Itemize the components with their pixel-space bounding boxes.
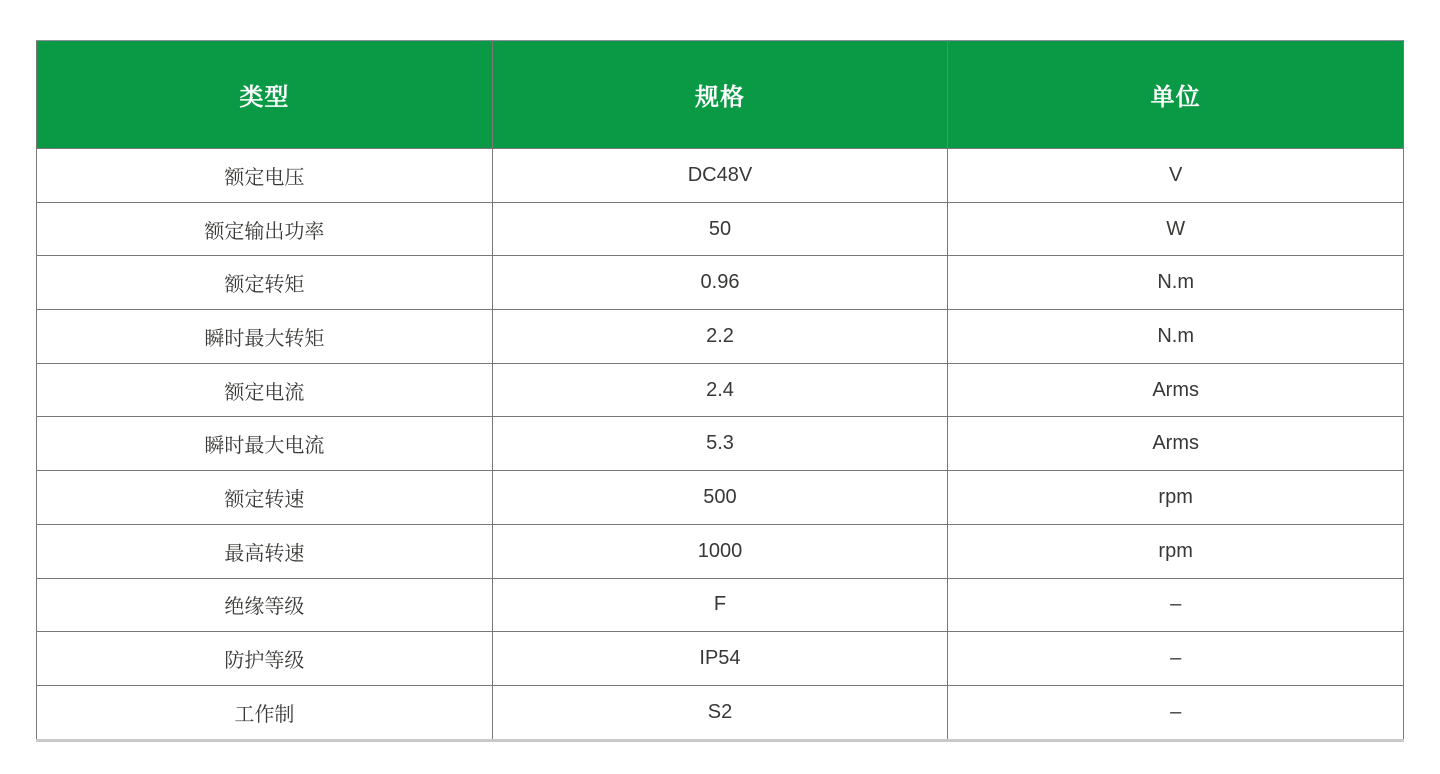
cell-spec: 0.96 xyxy=(492,256,948,310)
cell-type: 额定电压 xyxy=(37,149,493,203)
cell-spec: 500 xyxy=(492,471,948,525)
cell-type: 瞬时最大转矩 xyxy=(37,310,493,364)
cell-unit: – xyxy=(948,632,1404,686)
column-header-unit: 单位 xyxy=(948,41,1404,149)
cell-type: 额定转矩 xyxy=(37,256,493,310)
cell-unit: N.m xyxy=(948,310,1404,364)
cell-unit: rpm xyxy=(948,471,1404,525)
cell-type: 额定输出功率 xyxy=(37,202,493,256)
cell-type: 瞬时最大电流 xyxy=(37,417,493,471)
cell-unit: Arms xyxy=(948,363,1404,417)
table-row xyxy=(37,202,1404,256)
cell-unit: rpm xyxy=(948,524,1404,578)
cell-type: 工作制 xyxy=(37,685,493,740)
cell-spec: 2.2 xyxy=(492,310,948,364)
spec-table xyxy=(36,40,1404,742)
column-header-type: 类型 xyxy=(37,41,493,149)
cell-type: 防护等级 xyxy=(37,632,493,686)
cell-spec: 5.3 xyxy=(492,417,948,471)
cell-type: 绝缘等级 xyxy=(37,578,493,632)
cell-spec: IP54 xyxy=(492,632,948,686)
cell-unit: – xyxy=(948,685,1404,740)
cell-spec: F xyxy=(492,578,948,632)
cell-unit: Arms xyxy=(948,417,1404,471)
cell-unit: N.m xyxy=(948,256,1404,310)
column-header-spec: 规格 xyxy=(492,41,948,149)
table-row xyxy=(37,310,1404,364)
cell-type: 额定转速 xyxy=(37,471,493,525)
cell-spec: 1000 xyxy=(492,524,948,578)
cell-unit: V xyxy=(948,149,1404,203)
table-row xyxy=(37,578,1404,632)
cell-unit: W xyxy=(948,202,1404,256)
cell-unit: – xyxy=(948,578,1404,632)
cell-spec: 50 xyxy=(492,202,948,256)
table-row xyxy=(37,417,1404,471)
table-body xyxy=(37,149,1404,741)
table-row xyxy=(37,685,1404,740)
table-row xyxy=(37,632,1404,686)
cell-spec: 2.4 xyxy=(492,363,948,417)
table-row xyxy=(37,363,1404,417)
cell-type: 最高转速 xyxy=(37,524,493,578)
table-row xyxy=(37,524,1404,578)
table-row xyxy=(37,149,1404,203)
header-row xyxy=(37,41,1404,149)
table-row xyxy=(37,256,1404,310)
table-row xyxy=(37,471,1404,525)
cell-spec: DC48V xyxy=(492,149,948,203)
cell-spec: S2 xyxy=(492,685,948,740)
cell-type: 额定电流 xyxy=(37,363,493,417)
